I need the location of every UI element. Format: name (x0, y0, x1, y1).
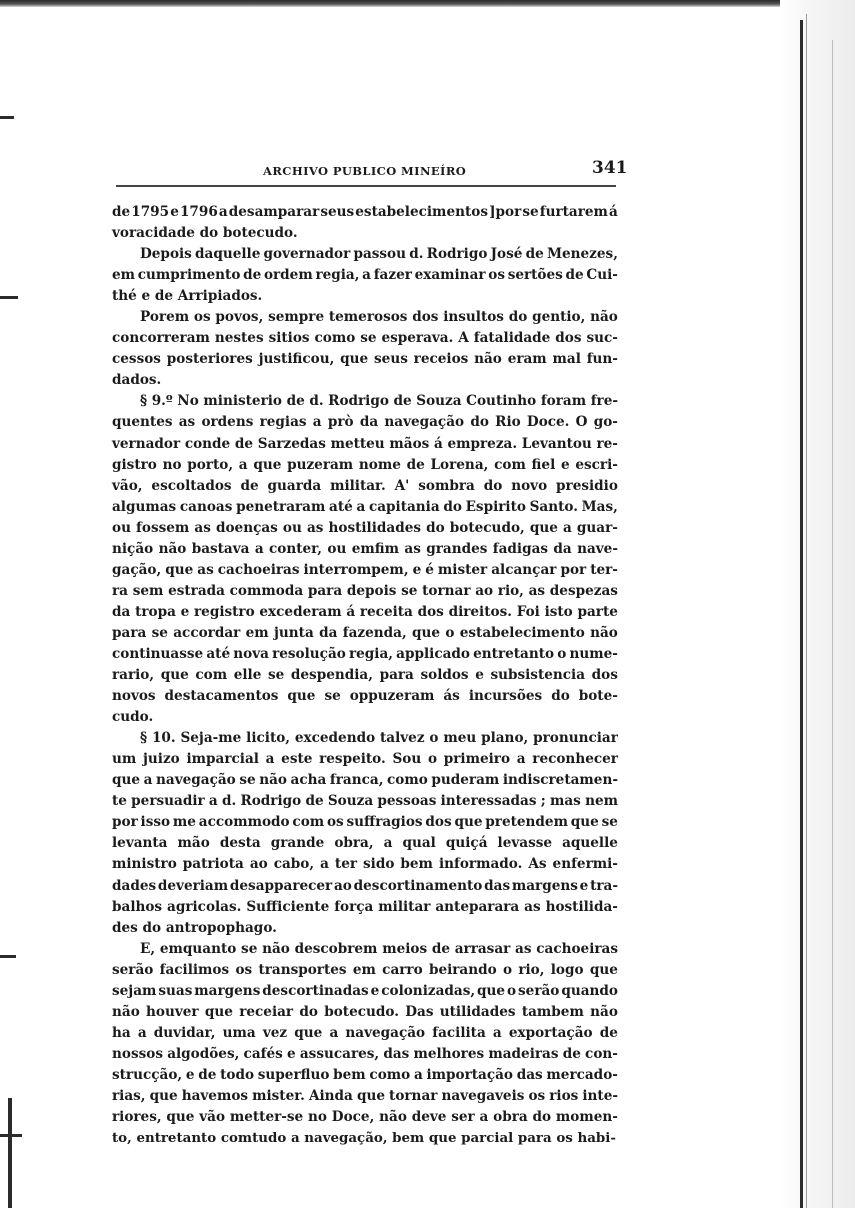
text-line: to, entretanto comtudo a navegação, bem que parcial para os habi- (112, 1130, 616, 1147)
text-line: dados. (112, 372, 162, 389)
text-line: ra sem estrada commoda para depois se tornar ao rio, as despezas (112, 582, 618, 599)
text-line: voracidade do botecudo. (112, 225, 298, 242)
paragraph (112, 391, 618, 728)
scan-left-mark (0, 116, 14, 119)
text-line: riores, que vão metter-se no Doce, não deve ser a obra do momen- (112, 1109, 618, 1126)
scan-binding-line-thin (806, 14, 807, 1208)
text-line: § 10. Seja-me licito, excedendo talvez o meu plano, pronunciar (140, 730, 618, 747)
running-header-title: ARCHIVO PUBLICO MINEÍRO (263, 164, 467, 178)
text-line: vão, escoltados de guarda militar. A' sombra do novo presidio (112, 477, 618, 494)
scan-left-mark (0, 296, 18, 299)
running-header (116, 158, 628, 188)
text-line: § 9.º No ministerio de d. Rodrigo de Souza Coutinho foram fre- (140, 393, 618, 410)
text-line: rario, que com elle se despendia, para soldos e subsistencia dos (112, 667, 618, 684)
text-line: cessos posteriores justificou, que seus receios não eram mal fun- (112, 351, 618, 368)
paragraph (112, 939, 618, 1149)
text-line: algumas canoas penetraram até a capitania do Espirito Santo. Mas, (112, 498, 618, 515)
paragraph (112, 728, 618, 938)
text-line: thé e de Arripiados. (112, 288, 263, 305)
scan-top-edge (0, 0, 855, 7)
text-line: de 1795 e 1796 a desamparar seus estabelecimentos ]por se furtarem á (112, 204, 618, 220)
text-line: ministro patriota ao cabo, a ter sido bem informado. As enfermi- (112, 856, 618, 873)
text-line: ou fossem as doenças ou as hostilidades do botecudo, que a guar- (112, 519, 618, 536)
text-line: não houver que receiar do botecudo. Das utilidades tambem não (112, 1003, 618, 1020)
text-line: para se accordar em junta da fazenda, que o estabelecimento não (112, 624, 618, 641)
text-line: Depois daquelle governador passou d. Rodrigo José de Menezes, (140, 246, 618, 263)
text-line: vernador conde de Sarzedas metteu mãos á empreza. Levantou re- (112, 435, 618, 452)
scan-left-mark (0, 955, 16, 958)
header-rule (116, 185, 616, 187)
text-line: concorreram nestes sitios como se esperava. A fatalidade dos suc- (112, 330, 618, 347)
binder-clip-icon (0, 1098, 22, 1208)
text-line: dades deveriam desapparecer ao descortinamento das margens e tra- (112, 877, 618, 894)
text-line: cudo. (112, 709, 154, 726)
text-line: da tropa e registro excederam á receita dos direitos. Foi isto parte (112, 603, 618, 620)
text-line: levanta mão desta grande obra, a qual quiçá levasse aquelle (112, 835, 618, 852)
scan-edge-line (832, 40, 833, 1208)
text-line: nição não bastava a conter, ou emfim as grandes fadigas da nave- (112, 540, 618, 557)
text-line: te persuadir a d. Rodrigo de Souza pessoas interessadas ; mas nem (112, 793, 618, 810)
text-line: Porem os povos, sempre temerosos dos insultos do gentio, não (140, 309, 618, 326)
text-line: gação, que as cachoeiras interrompem, e é mister alcançar por ter- (112, 561, 618, 578)
text-line: novos destacamentos que se oppuzeram ás incursões do bote- (112, 688, 618, 705)
text-line: um juizo imparcial a este respeito. Sou o primeiro a reconhecer (112, 751, 618, 768)
text-line: nossos algodões, cafés e assucares, das melhores madeiras de con- (112, 1045, 618, 1062)
text-line: que a navegação se não acha franca, como puderam indiscretamen- (112, 772, 618, 789)
paragraph (112, 244, 618, 307)
scan-binding-line (800, 20, 803, 1208)
paragraph (112, 202, 618, 244)
text-line: em cumprimento de ordem regia, a fazer examinar os sertões de Cui- (112, 267, 618, 284)
text-line: serão facilimos os transportes em carro beirando o rio, logo que (112, 961, 618, 978)
page-number: 341 (592, 158, 628, 178)
text-line: quentes as ordens regias a prò da navegação do Rio Doce. O go- (112, 414, 618, 431)
text-line: strucção, e de todo superfluo bem como a importação das mercado- (112, 1066, 618, 1083)
text-line: sejam suas margens descortinadas e colonizadas, que o serão quando (112, 982, 618, 999)
text-line: E, emquanto se não descobrem meios de arrasar as cachoeiras (140, 940, 618, 957)
text-line: continuasse até nova resolução regia, applicado entretanto o nume- (112, 645, 618, 662)
text-line: balhos agricolas. Sufficiente força militar anteparara as hostilida- (112, 898, 618, 915)
text-line: ha a duvidar, uma vez que a navegação facilita a exportação de (112, 1024, 618, 1041)
page-body-text (112, 202, 618, 1149)
text-line: des do antropophago. (112, 919, 277, 936)
scan-right-margin (780, 0, 855, 1208)
paragraph (112, 307, 618, 391)
text-line: rias, que havemos mister. Ainda que tornar navegaveis os rios inte- (112, 1087, 618, 1104)
text-line: por isso me accommodo com os suffragios dos que pretendem que se (112, 814, 618, 831)
text-line: gistro no porto, a que puzeram nome de Lorena, com fiel e escri- (112, 456, 618, 473)
